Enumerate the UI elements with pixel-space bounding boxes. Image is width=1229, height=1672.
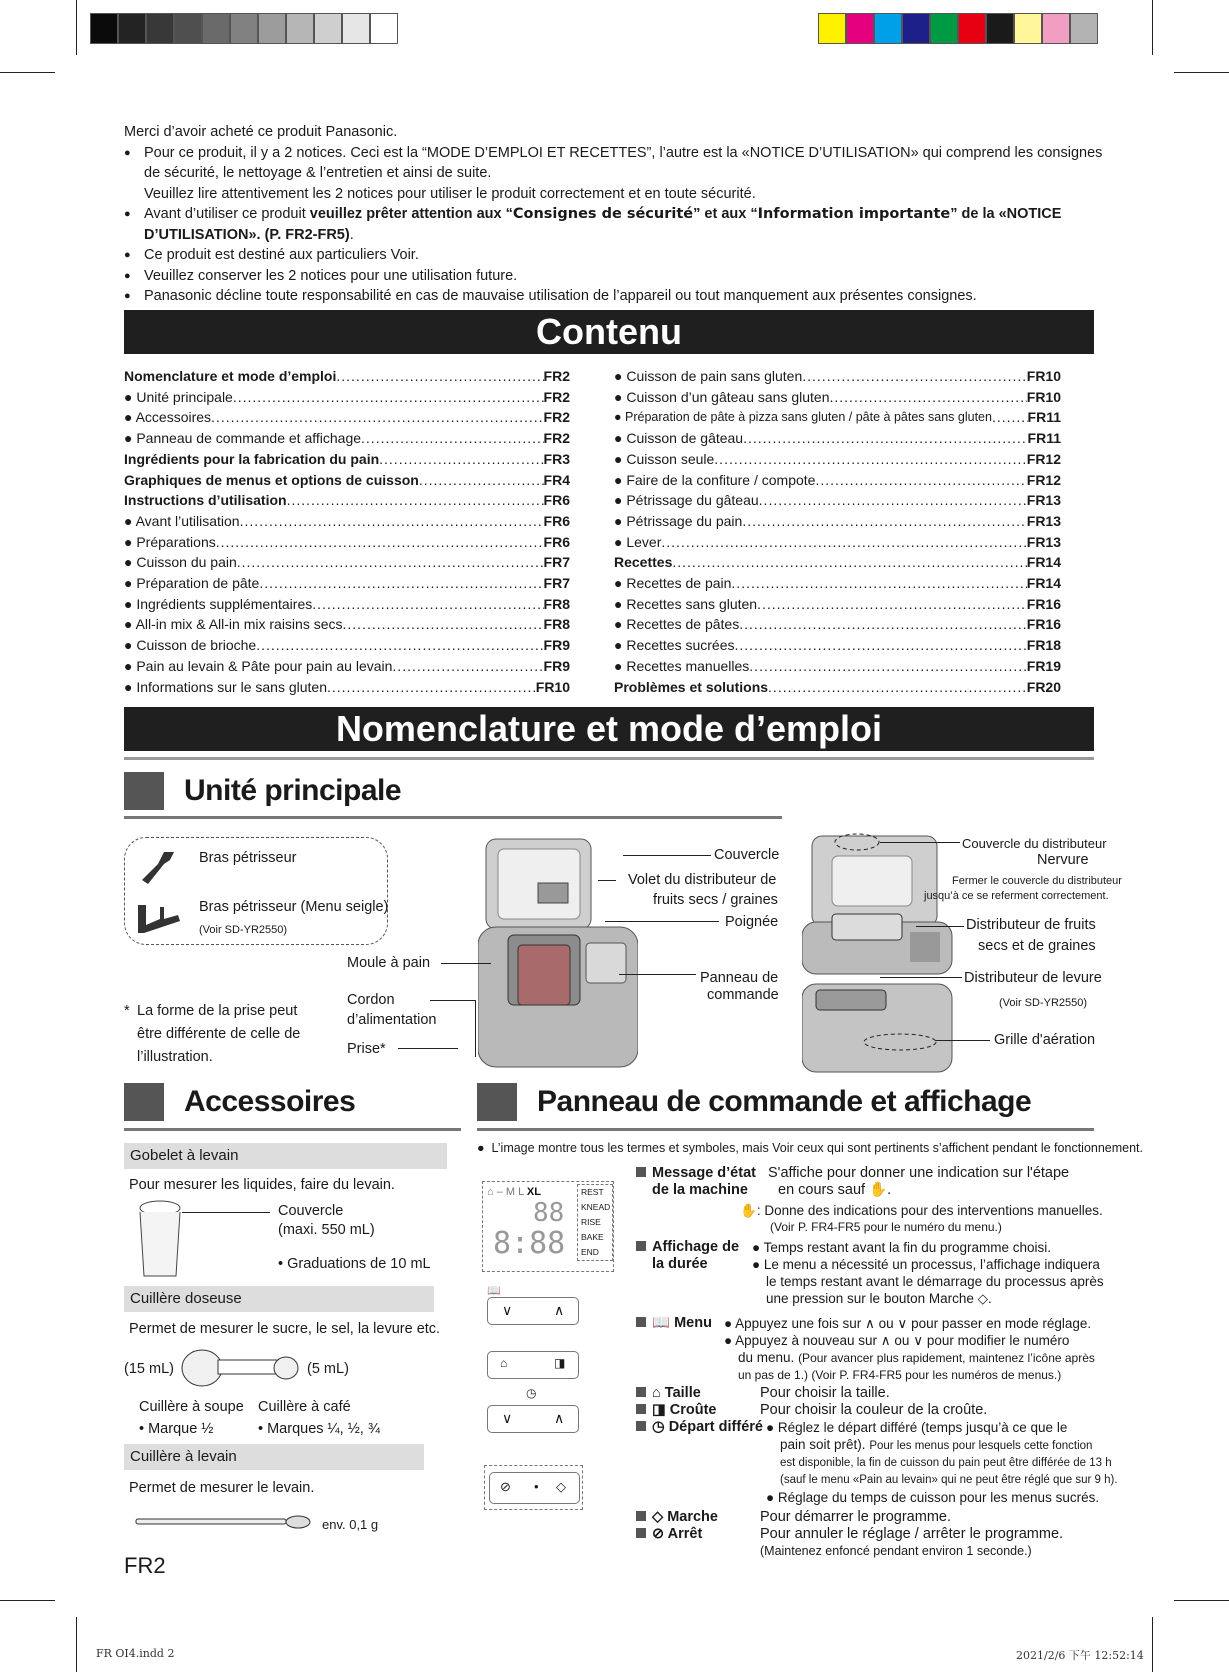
intro-text	[124, 122, 1104, 307]
measuring-cup-icon	[134, 1198, 186, 1280]
label-tablespoon-mark: • Marque ½	[139, 1421, 214, 1437]
label-control-panel: Panneau de	[700, 970, 779, 986]
dot-icon: •	[534, 1479, 539, 1494]
accessory-desc-cup: Pour mesurer les liquides, faire du levain.	[129, 1177, 395, 1193]
lcd-process-steps	[577, 1184, 613, 1261]
toc-entry: Nomenclature et mode d’emploi	[124, 368, 337, 384]
menu-buttons[interactable]	[487, 1297, 579, 1325]
toc-dots	[211, 407, 544, 428]
color-swatch	[818, 13, 846, 44]
label-dispenser-flap: Volet du distributeur de	[628, 872, 777, 888]
toc-page: FR16	[1026, 616, 1061, 633]
gray-swatch	[230, 13, 258, 44]
leader-line	[475, 1000, 476, 1057]
toc-row	[124, 635, 570, 656]
gray-swatch	[146, 13, 174, 44]
toc-row	[124, 511, 570, 532]
leader-line	[605, 921, 719, 922]
label-cup-lid: Couvercle	[278, 1203, 344, 1219]
toc-page: FR8	[543, 616, 570, 633]
color-swatch	[1070, 13, 1098, 44]
label-approx-weight: env. 0,1 g	[322, 1517, 379, 1532]
label-tablespoon: Cuillère à soupe	[139, 1399, 244, 1415]
toc-row	[124, 407, 570, 428]
label-power-cord-2: d’alimentation	[347, 1012, 437, 1028]
note-plug-shape-3: l’illustration.	[137, 1049, 213, 1065]
toc-dots	[312, 594, 543, 615]
toc-row	[124, 552, 570, 573]
crop-mark	[1152, 0, 1153, 55]
toc-row	[614, 511, 1061, 532]
toc-dots	[815, 470, 1026, 491]
toc-entry: ● Préparations	[124, 533, 216, 550]
toc-page: FR13	[1026, 533, 1061, 550]
lcd-step-label: END	[581, 1247, 599, 1257]
label-handle: Poignée	[725, 914, 779, 930]
toc-entry: Graphiques de menus et options de cuisson	[124, 471, 419, 488]
toc-left-column	[124, 366, 570, 697]
label-15ml: (15 mL)	[124, 1361, 174, 1377]
color-swatch	[986, 13, 1014, 44]
toc-page: FR10	[1026, 368, 1061, 384]
gray-swatch	[258, 13, 286, 44]
toc-entry: ● Avant l’utilisation	[124, 512, 240, 529]
toc-entry: ● Recettes de pâtes	[614, 616, 740, 633]
toc-dots	[379, 449, 543, 470]
toc-row	[614, 532, 1061, 553]
toc-entry: ● Recettes de pain	[614, 575, 732, 592]
toc-row	[124, 677, 570, 698]
panel-note: ● L’image montre tous les termes et symboles, mais Voir ceux qui sont pertinents s’affichent pendant le fonctionnement.	[477, 1141, 1144, 1155]
toc-row	[614, 490, 1061, 511]
label-fruit-dispenser: Distributeur de fruits	[966, 917, 1096, 933]
section-title: Unité principale	[184, 774, 402, 807]
toc-dots	[361, 428, 544, 449]
desc-machine-status: Message d’état de la machine	[636, 1165, 756, 1199]
section-header-panneau	[477, 1083, 1031, 1121]
color-swatch	[874, 13, 902, 44]
label-close-lid-note: Fermer le couvercle du distributeur	[952, 875, 1122, 887]
toc-page: FR9	[543, 657, 570, 674]
toc-entry: ● Faire de la confiture / compote	[614, 471, 816, 488]
toc-page: FR13	[1026, 492, 1061, 509]
intro-bullet: ● Veuillez conserver les 2 notices pour une utilisation future.	[124, 266, 1104, 287]
section-title: Panneau de commande et affichage	[537, 1085, 1032, 1118]
desc-size: ⌂ Taille ◨ Croûte ◷ Départ différé	[636, 1385, 763, 1436]
toc-row	[614, 366, 1061, 387]
toc-entry: Ingrédients pour la fabrication du pain	[124, 450, 380, 467]
toc-dots	[256, 635, 543, 656]
toc-page: FR2	[543, 388, 570, 405]
toc-row	[124, 490, 570, 511]
toc-dots	[768, 677, 1027, 698]
toc-page: FR2	[543, 409, 570, 426]
print-timestamp: 2021/2/6 下午 12:52:14	[1016, 1649, 1144, 1662]
toc-entry: ● Préparation de pâte à pizza sans gluten / pâte à pâtes sans gluten	[614, 410, 992, 425]
toc-page: FR10	[1026, 388, 1061, 405]
gray-swatch	[174, 13, 202, 44]
toc-row	[614, 656, 1061, 677]
color-swatch	[902, 13, 930, 44]
lcd-step-label: REST	[581, 1187, 604, 1197]
toc-page: FR6	[543, 492, 570, 509]
toc-dots	[327, 677, 536, 698]
toc-page: FR8	[543, 595, 570, 612]
toc-page: FR14	[1026, 554, 1061, 571]
desc-start-stop: ◇ Marche ⊘ Arrêt	[636, 1509, 718, 1543]
toc-entry: Instructions d’utilisation	[124, 492, 287, 509]
label-teaspoon-marks: • Marques ¼, ½, ¾	[258, 1421, 380, 1437]
gray-swatch	[90, 13, 118, 44]
toc-dots	[739, 614, 1027, 635]
label-kneading-blade-rye: Bras pétrisseur (Menu seigle)	[199, 899, 389, 915]
note-plug-shape: La forme de la prise peut	[137, 1003, 298, 1019]
leader-line	[441, 963, 491, 964]
lcd-step-label: RISE	[581, 1217, 601, 1227]
toc-dots	[237, 552, 544, 573]
toc-entry: ● Préparation de pâte	[124, 575, 260, 592]
toc-page: FR10	[535, 678, 570, 695]
desc-menu: 📖 Menu	[636, 1315, 712, 1332]
toc-dots	[992, 407, 1028, 428]
lcd-size-indicators: ⌂ – M L XL	[487, 1186, 541, 1198]
toc-row	[614, 552, 1061, 573]
toc-page: FR6	[543, 533, 570, 550]
toc-dots	[742, 511, 1026, 532]
label-see-model: (Voir SD-YR2550)	[199, 924, 288, 936]
toc-dots	[672, 552, 1026, 573]
toc-page: FR11	[1027, 430, 1061, 447]
toc-row	[614, 387, 1061, 408]
toc-page: FR9	[543, 637, 570, 654]
toc-entry: ● Cuisson de pain sans gluten	[614, 368, 803, 384]
toc-page: FR7	[543, 575, 570, 592]
toc-row	[124, 594, 570, 615]
toc-row	[124, 366, 570, 387]
intro-bullet: ● Pour ce produit, il y a 2 notices. Ceci est la “MODE D’EMPLOI ET RECETTES”, l’autre est la «NOTICE D’UTILISATION» qui comprend les consignes de sécurité, le nettoyage & l’entretien et ainsi de suite. Veuillez lire attentivement les 2 notices pour utiliser le produit correctement et en toute sécurité.	[124, 143, 1104, 205]
toc-entry: ● Cuisson de gâteau	[614, 430, 744, 447]
page-number: FR2	[124, 1553, 166, 1578]
toc-dots	[259, 573, 543, 594]
label-yeast-dispenser: Distributeur de levure	[964, 970, 1102, 986]
toc-row	[614, 428, 1061, 449]
desc-menu-text: ● Appuyez une fois sur ∧ ou ∨ pour passer en mode réglage. ● Appuyez à nouveau sur ∧ ou ∨ pour modifier le numéro du menu. (Pour avancer plus rapidement, maintenez l’icône après un pas de 1.) (Voir P. FR4-FR5 pour les numéros de menus.)	[724, 1316, 1095, 1382]
toc-page: FR3	[543, 450, 570, 467]
lcd-display	[482, 1181, 614, 1272]
leader-line	[880, 842, 960, 843]
toc-page: FR13	[1026, 512, 1061, 529]
leader-line	[935, 1040, 990, 1041]
lcd-menu-digits: 88	[533, 1198, 565, 1228]
toc-page: FR12	[1026, 450, 1061, 467]
gray-swatch	[202, 13, 230, 44]
accessory-heading-sourdough-spoon: Cuillère à levain	[124, 1444, 424, 1470]
crop-mark	[1174, 1600, 1229, 1601]
down-arrow-icon[interactable]: ∨	[502, 1302, 513, 1318]
toc-row	[614, 573, 1061, 594]
toc-page: FR20	[1026, 678, 1061, 695]
intro-bullet: ● Avant d’utiliser ce produit veuillez prêter attention aux “Consignes de sécurité” et aux “Information importante” de la «NOTICE D’UTILISATION». (P. FR2-FR5).	[124, 204, 1104, 245]
toc-page: FR6	[543, 512, 570, 529]
toc-page: FR12	[1026, 471, 1061, 488]
accessory-desc-sourdough-spoon: Permet de mesurer le levain.	[129, 1480, 315, 1496]
label-cup-max: (maxi. 550 mL)	[278, 1222, 375, 1238]
toc-dots	[830, 387, 1027, 408]
lcd-step-label: KNEAD	[581, 1202, 611, 1212]
note-asterisk: *	[124, 1003, 130, 1019]
toc-entry: Problèmes et solutions	[614, 678, 769, 695]
label-control-panel-2: commande	[707, 987, 779, 1003]
toc-row	[124, 449, 570, 470]
toc-dots	[743, 428, 1027, 449]
toc-row	[124, 428, 570, 449]
color-swatch	[1042, 13, 1070, 44]
toc-page: FR18	[1026, 637, 1061, 654]
toc-row	[614, 449, 1061, 470]
desc-delay-text: ● Réglez le départ différé (temps jusqu’à ce que le pain soit prêt). Pour les menus pour lesquels cette fonction est disponible, la fin de cuisson du pain peut être différée de 13 h (sauf le menu «Pain au levain» qui ne peut être réglé que sur 9 h). ● Réglage du temps de cuisson pour les menus sucrés.	[766, 1420, 1118, 1505]
desc-start-stop-text: Pour démarrer le programme. Pour annuler le réglage / arrêter le programme. (Maintenez enfoncé pendant environ 1 seconde.)	[760, 1509, 1064, 1558]
accessory-heading-cup: Gobelet à levain	[124, 1143, 447, 1169]
toc-row	[614, 635, 1061, 656]
toc-page: FR2	[543, 430, 570, 447]
gray-swatch	[286, 13, 314, 44]
up-arrow-icon[interactable]: ∧	[554, 1302, 565, 1318]
toc-row	[124, 532, 570, 553]
toc-entry: Recettes	[614, 554, 673, 571]
toc-entry: ● Cuisson du pain	[124, 554, 237, 571]
crop-mark	[76, 1617, 77, 1672]
crop-mark	[0, 1600, 55, 1601]
gray-swatch	[370, 13, 398, 44]
toc-entry: ● Unité principale	[124, 388, 233, 405]
note-plug-shape-2: être différente de celle de	[137, 1026, 301, 1042]
size-crust-buttons[interactable]	[487, 1351, 579, 1379]
toc-row	[124, 573, 570, 594]
desc-manual: ✋: Donne des indications pour des interventions manuelles. (Voir P. FR4-FR5 pour le numéro du menu.)	[740, 1203, 1103, 1234]
toc-entry: ● All-in mix & All-in mix raisins secs	[124, 616, 343, 633]
gray-swatch	[342, 13, 370, 44]
toc-dots	[240, 511, 544, 532]
toc-dots	[759, 490, 1027, 511]
toc-entry: ● Panneau de commande et affichage	[124, 430, 362, 447]
desc-time-display: Affichage de la durée	[636, 1239, 739, 1273]
label-power-cord: Cordon	[347, 992, 395, 1008]
stop-icon[interactable]: ⊘	[500, 1479, 511, 1494]
accessory-desc-spoon: Permet de mesurer le sucre, le sel, la levure etc.	[129, 1321, 441, 1337]
toc-entry: ● Cuisson d’un gâteau sans gluten	[614, 388, 830, 405]
kneading-blade-icon	[134, 842, 182, 890]
toc-dots	[343, 614, 544, 635]
toc-dots	[757, 594, 1027, 615]
contents-title: Contenu	[124, 310, 1094, 354]
menu-book-icon: 📖	[487, 1285, 501, 1297]
toc-page: FR14	[1026, 575, 1061, 592]
toc-dots	[731, 573, 1026, 594]
toc-dots	[661, 532, 1026, 553]
toc-entry: ● Pain au levain & Pâte pour pain au levain	[124, 657, 393, 674]
lcd-step-label: BAKE	[581, 1232, 604, 1242]
gray-swatch	[118, 13, 146, 44]
toc-row	[614, 407, 1061, 428]
start-icon[interactable]: ◇	[556, 1479, 566, 1494]
crust-icon[interactable]: ◨	[554, 1356, 566, 1370]
toc-row	[614, 677, 1061, 698]
toc-dots	[802, 366, 1027, 387]
measuring-spoon-icon	[180, 1346, 305, 1390]
label-5ml: (5 mL)	[307, 1361, 349, 1377]
section-marker	[124, 772, 164, 810]
label-bread-pan: Moule à pain	[347, 955, 431, 971]
desc-machine-status-text: S'affiche pour donner une indication sur l'étape en cours sauf ✋.	[768, 1165, 1070, 1198]
toc-row	[614, 594, 1061, 615]
toc-entry: ● Pétrissage du pain	[614, 512, 743, 529]
crop-mark	[1174, 72, 1229, 73]
toc-dots	[749, 656, 1026, 677]
bread-maker-open-illustration	[478, 835, 638, 1070]
toc-dots	[287, 490, 544, 511]
timer-icon: ◷	[526, 1386, 537, 1400]
toc-page: FR11	[1027, 409, 1061, 426]
toc-row	[124, 656, 570, 677]
intro-bullet: ● Ce produit est destiné aux particuliers Voir.	[124, 245, 1104, 266]
section-underline	[124, 816, 782, 819]
label-dispenser-flap-2: fruits secs / graines	[653, 892, 778, 908]
toc-row	[614, 470, 1061, 491]
toc-entry: ● Recettes sucrées	[614, 637, 735, 654]
leader-line	[623, 855, 711, 856]
toc-row	[614, 614, 1061, 635]
gray-swatch	[314, 13, 342, 44]
toc-page: FR4	[543, 471, 570, 488]
start-stop-buttons	[484, 1465, 583, 1510]
crop-mark	[76, 0, 77, 55]
desc-size-crust-text: Pour choisir la taille. Pour choisir la couleur de la croûte.	[760, 1385, 988, 1418]
up-arrow-icon[interactable]: ∧	[554, 1410, 565, 1426]
size-icon[interactable]: ⌂	[500, 1356, 508, 1370]
crop-mark	[0, 72, 55, 73]
label-rib: Nervure	[1037, 852, 1089, 868]
toc-dots	[714, 449, 1026, 470]
label-lid: Couvercle	[714, 847, 780, 863]
toc-page: FR2	[543, 368, 570, 384]
leader-line	[430, 1000, 475, 1001]
leader-line	[398, 1048, 458, 1049]
toc-entry: ● Informations sur le sans gluten	[124, 678, 327, 695]
toc-dots	[392, 656, 543, 677]
label-teaspoon: Cuillère à café	[258, 1399, 351, 1415]
sourdough-spoon-icon	[134, 1513, 314, 1531]
toc-dots	[419, 470, 544, 491]
down-arrow-icon[interactable]: ∨	[502, 1410, 513, 1426]
leader-line	[182, 1212, 270, 1213]
color-swatch	[846, 13, 874, 44]
toc-dots	[216, 532, 544, 553]
toc-entry: ● Ingrédients supplémentaires	[124, 595, 313, 612]
leader-line	[880, 977, 962, 978]
color-swatch	[930, 13, 958, 44]
section-title: Accessoires	[184, 1085, 356, 1118]
label-kneading-blade: Bras pétrisseur	[199, 850, 297, 866]
toc-row	[124, 614, 570, 635]
crop-mark	[1152, 1617, 1153, 1672]
toc-row	[124, 470, 570, 491]
section-underline	[124, 1128, 461, 1131]
toc-page: FR16	[1026, 595, 1061, 612]
color-swatch	[958, 13, 986, 44]
label-graduations: • Graduations de 10 mL	[278, 1256, 431, 1272]
intro-thanks: Merci d’avoir acheté ce produit Panasonic.	[124, 124, 398, 140]
toc-entry: ● Cuisson seule	[614, 450, 715, 467]
start-stop-button-frame[interactable]	[489, 1472, 580, 1504]
toc-dots	[735, 635, 1027, 656]
leader-line	[619, 974, 696, 975]
section-underline	[477, 1128, 1094, 1131]
toc-entry: ● Accessoires	[124, 409, 212, 426]
toc-entry: ● Pétrissage du gâteau	[614, 492, 759, 509]
toc-page: FR7	[543, 554, 570, 571]
toc-entry: ● Lever	[614, 533, 662, 550]
toc-entry: ● Cuisson de brioche	[124, 637, 257, 654]
label-plug: Prise*	[347, 1041, 386, 1057]
intro-bullet: ● Panasonic décline toute responsabilité en cas de mauvaise utilisation de l’appareil ou tout manquement aux présentes consignes.	[124, 286, 1104, 307]
section-header-accessoires	[124, 1083, 355, 1121]
toc-dots	[233, 387, 544, 408]
timer-buttons[interactable]	[487, 1405, 579, 1433]
toc-dots	[336, 366, 543, 387]
section-header-unite	[124, 772, 401, 810]
label-see-model-2: (Voir SD-YR2550)	[999, 997, 1088, 1009]
desc-time-display-text: ● Temps restant avant la fin du programme choisi. ● Le menu a nécessité un processus, l’affichage indiquera le temps restant avant le démarrage du processus après une pression sur le bouton Marche ◇.	[752, 1240, 1104, 1306]
kneading-blade-rye-icon	[134, 895, 186, 935]
leader-line	[598, 880, 616, 881]
lcd-time-digits: 8:88	[493, 1226, 566, 1261]
color-swatch	[1014, 13, 1042, 44]
bread-maker-top-illustration	[802, 980, 957, 1075]
leader-line	[916, 926, 964, 927]
section-marker	[124, 1083, 164, 1121]
nomenclature-title: Nomenclature et mode d’emploi	[124, 707, 1094, 751]
file-slug: FR OI4.indd 2	[96, 1647, 175, 1660]
toc-row	[124, 387, 570, 408]
toc-right-column	[614, 366, 1061, 697]
section-marker	[477, 1083, 517, 1121]
toc-entry: ● Recettes manuelles	[614, 657, 750, 674]
label-fruit-dispenser-2: secs et de graines	[978, 938, 1096, 954]
label-dispenser-lid: Couvercle du distributeur	[962, 836, 1107, 851]
toc-entry: ● Recettes sans gluten	[614, 595, 758, 612]
toc-page: FR19	[1026, 657, 1061, 674]
label-air-vent: Grille d'aération	[994, 1032, 1096, 1048]
divider	[124, 757, 1094, 760]
label-close-lid-note-2: jusqu’à ce se referment correctement.	[924, 890, 1109, 902]
accessory-heading-spoon: Cuillère doseuse	[124, 1286, 434, 1312]
